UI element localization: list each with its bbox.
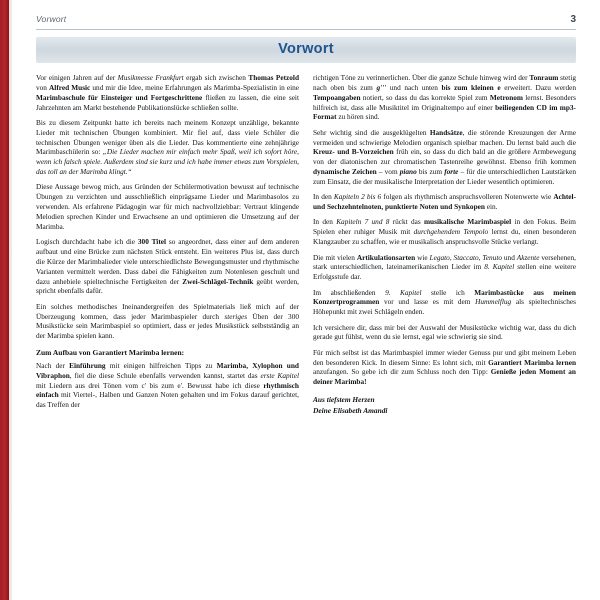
left-column	[36, 73, 299, 417]
paragraph: Diese Aussage bewog mich, aus Gründen der Schülermotivation bewusst auf technische Übungen zu verzichten und ausschließlich einprägsame Lieder und Marimbasolos zu verwenden. Als erfahrene Pädagogin war für mich nachvollziehbar: Vertraut klingende Melodien sprechen Kinder und Erwachsene an und optimieren die Umsetzung auf der Marimba.	[36, 182, 299, 231]
section-title-banner	[36, 37, 576, 63]
paragraph: In den Kapiteln 2 bis 6 folgen als rhythmisch anspruchsvolleren Notenwerte wie Achtel- und Sechzehntelnoten, punktierte Noten und Synkopen ein.	[313, 192, 577, 212]
paragraph: richtigen Tóne zu verinnerlichen. Über die ganze Schule hinweg wird der Tonraum stetig nach oben bis zum g''' und nach unten bis zum kleinen e erweitert. Dazu werden Tempoangaben notiert, so dass du das korrekte Spiel zum Metronom lernst. Besonders hilfreich ist, dass alle Musiktitel im Originaltempo auf einer beiliegenden CD im mp3-Format zu hören sind.	[313, 73, 577, 122]
two-column-body	[34, 73, 578, 417]
running-header-title: Vorwort	[36, 14, 67, 24]
page-content	[12, 0, 600, 600]
subheading: Zum Aufbau von Garantiert Marimba lernen:	[36, 348, 185, 358]
paragraph: Die mit vielen Artikulationsarten wie Legato, Staccato, Tenuto und Akzente versehenen, stark unterschiedlichen, lateinamerikanischen Lieder im 8. Kapitel stellen eine weitere Erfolgsstufe dar.	[313, 252, 576, 282]
page-number: 3	[570, 14, 576, 25]
signature-line-2: Deine Elisabeth Amandi	[313, 405, 388, 415]
paragraph: Ich versichere dir, dass mir bei der Auswahl der Musikstücke wichtig war, dass du dich gerade gut fühlst, wenn du sie lernst, egal wie schwierig sie sind.	[313, 322, 576, 342]
paragraph: Im abschließenden 9. Kapitel stelle ich Marimbastücke aus meinen Konzertprogrammen vor und lasse es mit dem Hummelflug als spieltechnisches Höhepunkt mit zwei Schlägeln enden.	[313, 287, 577, 317]
paragraph: Ein solches methodisches Ineinandergreifen des Spielmaterials ließ mich auf der Überzeugung kommen, dass jeder Marimbaspieler durch steriges Üben der 300 Musikstücke sein Marimbaspiel so optimiert, dass er jedes Musikstück selbstständig an der Marimba spielen kann.	[36, 301, 299, 341]
paragraph: Für mich selbst ist das Marimbaspiel immer wieder Genuss pur und gibt meinem Leben den besonderen Kick. In diesem Sinne: Es lohnt sich, mit Garantiert Marimba lernen anzufangen. So gebe ich dir zum Schluss noch den Tipp: Genieße jeden Moment an deiner Marimba!	[313, 347, 576, 387]
paragraph: In den Kapiteln 7 und 8 rückt das musikalische Marimbaspiel in den Fokus. Beim Spielen eher ruhiger Musik mit durchgehendem Tempolo lernst du, einen besonderen Klangzauber zu schaffen, wie er musikalisch anspruchsvolle Stücke verlangt.	[313, 217, 576, 247]
paragraph: Logisch durchdacht habe ich die 300 Titel so angeordnet, dass einer auf dem anderen aufbaut und eine Brücke zum nächsten Stück entsteht. Ein weiteres Plus ist, dass durch die Kürze der Marimbalieder viele unterschiedlichste Bewegungsmuster und rhythmische Varianten vermittelt werden. Dass dabei die Fähigkeiten zum Notenlesen geschult und dazu anhebiele spieltechnische Fertigkeiten der Zwei-Schlägel-Technik geübt werden, spricht ebenfalls dafür.	[36, 237, 299, 296]
paragraph: Sehr wichtig sind die ausgeklügelten Handsätze, die störende Kreuzungen der Arme vermeiden und schwierige Melodien organisch spielbar machen. Du lernst bald auch die Kreuz- und B-Vorzeichen früh ein, so dass du dich bald an die größere Armbewegung von der diatonischen zur chromatischen Tastenreihe gewöhnst. Ebenso früh kommen dynamische Zeichen – vom piano bis zum forte – für die unterschiedlichen Lautstärken zum Einsatz, die der musikalische Interpretation der Lieder wesentlich optimieren.	[313, 127, 576, 186]
book-spine-strip	[0, 0, 9, 600]
paragraph: Bis zu diesem Zeitpunkt hatte ich bereits nach meinem Konzept unzählige, bekannte Lieder mit technischen Übungen kombiniert. Mir fiel auf, dass viele Schüler die technischen Übungen weniger üben als die Lieder. Das kommentierte eine zehnjährige Marimbaschülerin so: „Die Lieder machen mir einfach mehr Spaß, weil ich sofort höre, wenn ich falsch spiele. Außerdem sind sie kurz und ich habe immer etwas zum Vorspielen, das toll an der Marimba klingt.“	[36, 117, 299, 177]
signature-block	[313, 395, 576, 416]
running-header	[34, 14, 578, 29]
page-title: Vorwort	[278, 41, 334, 57]
paragraph: Vor einigen Jahren auf der Musikmesse Frankfurt ergab sich zwischen Thomas Petzold von Alfred Music und mir die Idee, meine Erfahrungen als Marimba-Spezialistin in eine Marimbaschule für Einsteiger und Fortgeschrittene fließen zu lassen, die eine seit Jahrzehnten am Markt bestehende Publikationslücke schließen sollte.	[36, 73, 299, 112]
signature-line-1: Aus tiefstem Herzen	[313, 395, 375, 405]
header-divider	[36, 29, 576, 30]
right-column	[313, 73, 576, 417]
paragraph: Nach der Einführung mit einigen hilfreichen Tipps zu Marimba, Xylophon und Vibraphon, fiel die diese Schule ebenfalls verwenden kannst, startet das erste Kapitel mit Liedern aus drei Tönen vom c' bis zum e'. Bewusst habe ich diese rhythmisch einfach mit Viertel-, Halben und Ganzen Noten gehalten und im Fokus darauf gerichtet, das Treffen der	[36, 360, 299, 410]
